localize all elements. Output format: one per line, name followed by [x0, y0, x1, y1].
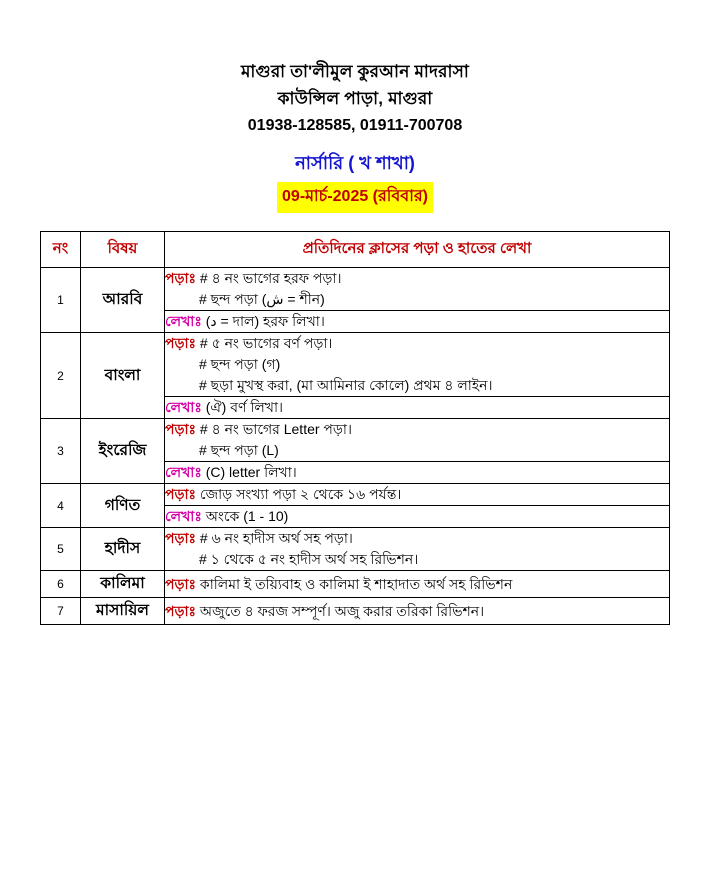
reading-label: পড়াঃ — [165, 602, 197, 619]
date-row — [0, 182, 710, 213]
madrasa-phone: 01938-128585, 01911-700708 — [247, 117, 463, 134]
reading-task-cell — [165, 598, 670, 625]
reading-label: পড়াঃ — [165, 530, 197, 546]
task-text: জোড় সংখ্যা পড়া ২ থেকে ১৬ পর্যন্ত। — [199, 486, 402, 502]
task-text: # ছন্দ পড়া (ش = শীন) — [199, 291, 325, 307]
task-line — [165, 440, 669, 461]
reading-label: পড়াঃ — [165, 575, 197, 592]
task-text: অংকে (1 - 10) — [205, 508, 289, 524]
reading-task-cell — [165, 419, 670, 462]
row-number: 4 — [41, 484, 81, 528]
task-text: # ছন্দ পড়া (L) — [199, 442, 279, 458]
task-text: # ৪ নং ভাগের হরফ পড়া। — [199, 270, 342, 286]
task-line — [165, 289, 669, 310]
task-text: (د = দাল) হরফ লিখা। — [205, 313, 325, 329]
table-row — [41, 484, 670, 506]
row-number: 6 — [41, 571, 81, 598]
task-line — [165, 506, 669, 527]
task-line — [165, 268, 669, 289]
task-line — [165, 601, 669, 622]
reading-label: পড়াঃ — [165, 486, 197, 502]
table-header-row — [41, 232, 670, 268]
task-text: (C) letter লিখা। — [205, 464, 297, 480]
row-number: 3 — [41, 419, 81, 484]
writing-label: লেখাঃ — [165, 313, 202, 329]
task-text: # ছন্দ পড়া (গ) — [199, 356, 281, 372]
task-line — [165, 375, 669, 396]
writing-task-cell — [165, 462, 670, 484]
table-row — [41, 333, 670, 397]
subject-name: বাংলা — [81, 333, 165, 419]
table-row — [41, 268, 670, 311]
table-row — [41, 598, 670, 625]
class-title: নার্সারি ( খ শাখা) — [295, 153, 415, 173]
task-line — [165, 354, 669, 375]
task-line — [165, 462, 669, 483]
table-body — [41, 268, 670, 625]
task-text: # ছড়া মুখস্থ করা, (মা আমিনার কোলে) প্রথম ৪ লাইন। — [199, 377, 493, 393]
table-row — [41, 528, 670, 571]
task-line — [165, 528, 669, 549]
writing-task-cell — [165, 311, 670, 333]
row-number: 5 — [41, 528, 81, 571]
writing-label: লেখাঃ — [165, 464, 202, 480]
reading-task-cell — [165, 484, 670, 506]
row-number: 2 — [41, 333, 81, 419]
subject-name: গণিত — [81, 484, 165, 528]
subject-name: হাদীস — [81, 528, 165, 571]
reading-label: পড়াঃ — [165, 270, 197, 286]
reading-label: পড়াঃ — [165, 335, 197, 351]
madrasa-name: মাগুরা তা'লীমুল কুরআন মাদরাসা — [240, 62, 470, 81]
column-header-task: প্রতিদিনের ক্লাসের পড়া ও হাতের লেখা — [165, 232, 670, 268]
table-row — [41, 571, 670, 598]
subject-name: মাসায়িল — [81, 598, 165, 625]
task-line — [165, 484, 669, 505]
task-line — [165, 397, 669, 418]
task-line — [165, 549, 669, 570]
homework-table — [40, 231, 670, 625]
task-text: অজুতে ৪ ফরজ সম্পূর্ণ। অজু করার তরিকা রিভিশন। — [199, 602, 485, 619]
column-header-no: নং — [41, 232, 81, 268]
task-line — [165, 333, 669, 354]
row-number: 1 — [41, 268, 81, 333]
task-line — [165, 574, 669, 595]
task-text: # ৪ নং ভাগের Letter পড়া। — [199, 421, 352, 437]
reading-label: পড়াঃ — [165, 421, 197, 437]
writing-label: লেখাঃ — [165, 399, 202, 415]
subject-name: আরবি — [81, 268, 165, 333]
date-badge: 09-মার্চ-2025 (রবিবার) — [277, 182, 433, 213]
task-text: (ঐ) বর্ণ লিখা। — [205, 399, 284, 415]
task-line — [165, 311, 669, 332]
column-header-subject: বিষয় — [81, 232, 165, 268]
row-number: 7 — [41, 598, 81, 625]
reading-task-cell — [165, 528, 670, 571]
task-text: # ১ থেকে ৫ নং হাদীস অর্থ সহ রিভিশন। — [199, 551, 419, 567]
table-row — [41, 419, 670, 462]
writing-label: লেখাঃ — [165, 508, 202, 524]
reading-task-cell — [165, 571, 670, 598]
task-text: কালিমা ই তয়্যিবাহ ও কালিমা ই শাহাদাত অর্থ সহ রিভিশন — [199, 575, 513, 592]
task-line — [165, 419, 669, 440]
reading-task-cell — [165, 333, 670, 397]
madrasa-address: কাউন্সিল পাড়া, মাগুরা — [277, 89, 433, 108]
subject-name: কালিমা — [81, 571, 165, 598]
task-text: # ৬ নং হাদীস অর্থ সহ পড়া। — [199, 530, 353, 546]
writing-task-cell — [165, 506, 670, 528]
subject-name: ইংরেজি — [81, 419, 165, 484]
document-header — [0, 0, 710, 213]
task-text: # ৫ নং ভাগের বর্ণ পড়া। — [199, 335, 333, 351]
reading-task-cell — [165, 268, 670, 311]
writing-task-cell — [165, 397, 670, 419]
